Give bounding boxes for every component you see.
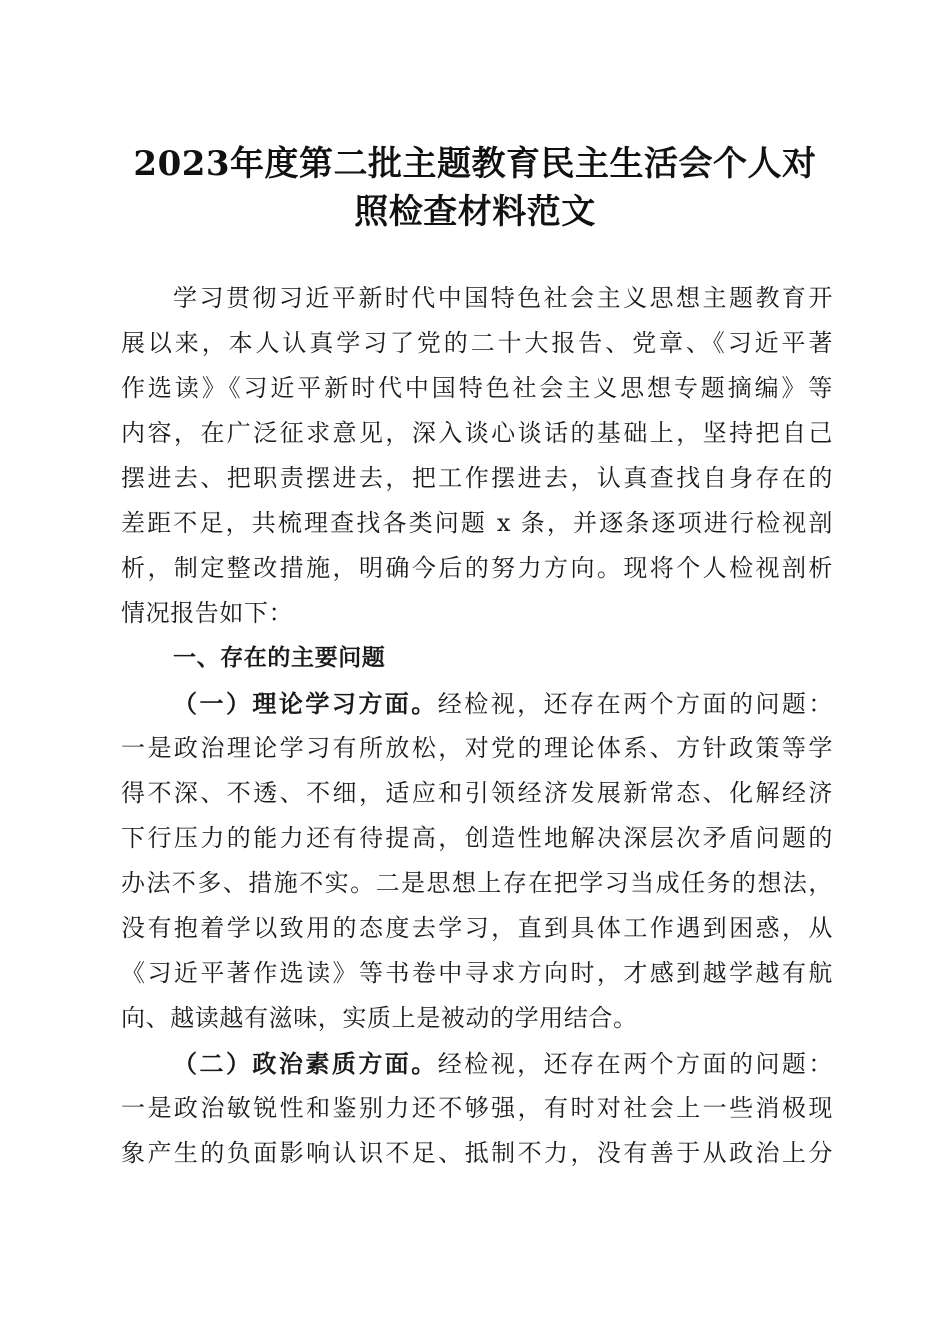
paragraph-line: 差距不足，共梳理查找各类问题 x 条，并逐条逐项进行检视剖 [121, 509, 833, 537]
paragraph-line: 摆进去、把职责摆进去，把工作摆进去，认真查找自身存在的 [121, 464, 833, 492]
paragraph-line: 办法不多、措施不实。二是思想上存在把学习当成任务的想法， [121, 869, 833, 897]
subsection-lead: 经检视，还存在两个方面的问题： [437, 690, 833, 718]
title-line: 2023年度第二批主题教育民主生活会个人对 [133, 144, 817, 184]
subsection-first-line [121, 681, 833, 726]
subsection-lead: 经检视，还存在两个方面的问题： [437, 1050, 833, 1078]
paragraph-line: 析，制定整改措施，明确今后的努力方向。现将个人检视剖析 [121, 554, 833, 582]
section-heading: 一、存在的主要问题 [173, 645, 386, 671]
subsection-political-quality [121, 1041, 833, 1176]
subsection-theory-study [121, 681, 833, 1041]
paragraph-line: 向、越读越有滋味，实质上是被动的学用结合。 [121, 1004, 638, 1032]
paragraph-line: 学习贯彻习近平新时代中国特色社会主义思想主题教育开 [173, 284, 833, 312]
document-title [118, 140, 832, 236]
paragraph-line: 情况报告如下： [121, 599, 294, 627]
paragraph-line: 内容，在广泛征求意见，深入谈心谈话的基础上，坚持把自己 [121, 419, 833, 447]
subsection-label: （二）政治素质方面。 [173, 1049, 438, 1078]
paragraph-line: 一是政治理论学习有所放松，对党的理论体系、方针政策等学 [121, 734, 833, 762]
paragraph-line: 得不深、不透、不细，适应和引领经济发展新常态、化解经济 [121, 779, 833, 807]
subsection-label: （一）理论学习方面。 [173, 689, 438, 718]
paragraph-line: 作选读》《习近平新时代中国特色社会主义思想专题摘编》等 [121, 374, 833, 402]
paragraph-line: 没有抱着学以致用的态度去学习，直到具体工作遇到困惑，从 [121, 914, 833, 942]
paragraph-line: 《习近平著作选读》等书卷中寻求方向时，才感到越学越有航 [121, 959, 833, 987]
paragraph-line: 下行压力的能力还有待提高，创造性地解决深层次矛盾问题的 [121, 824, 833, 852]
paragraph-line: 一是政治敏锐性和鉴别力还不够强，有时对社会上一些消极现 [121, 1094, 833, 1122]
intro-paragraph [121, 276, 833, 636]
paragraph-line: 展以来，本人认真学习了党的二十大报告、党章、《习近平著 [121, 329, 833, 357]
paragraph-line: 象产生的负面影响认识不足、抵制不力，没有善于从政治上分 [121, 1139, 833, 1167]
document-body [121, 276, 833, 1176]
subsection-first-line [121, 1041, 833, 1086]
title-line: 照检查材料范文 [354, 192, 596, 232]
